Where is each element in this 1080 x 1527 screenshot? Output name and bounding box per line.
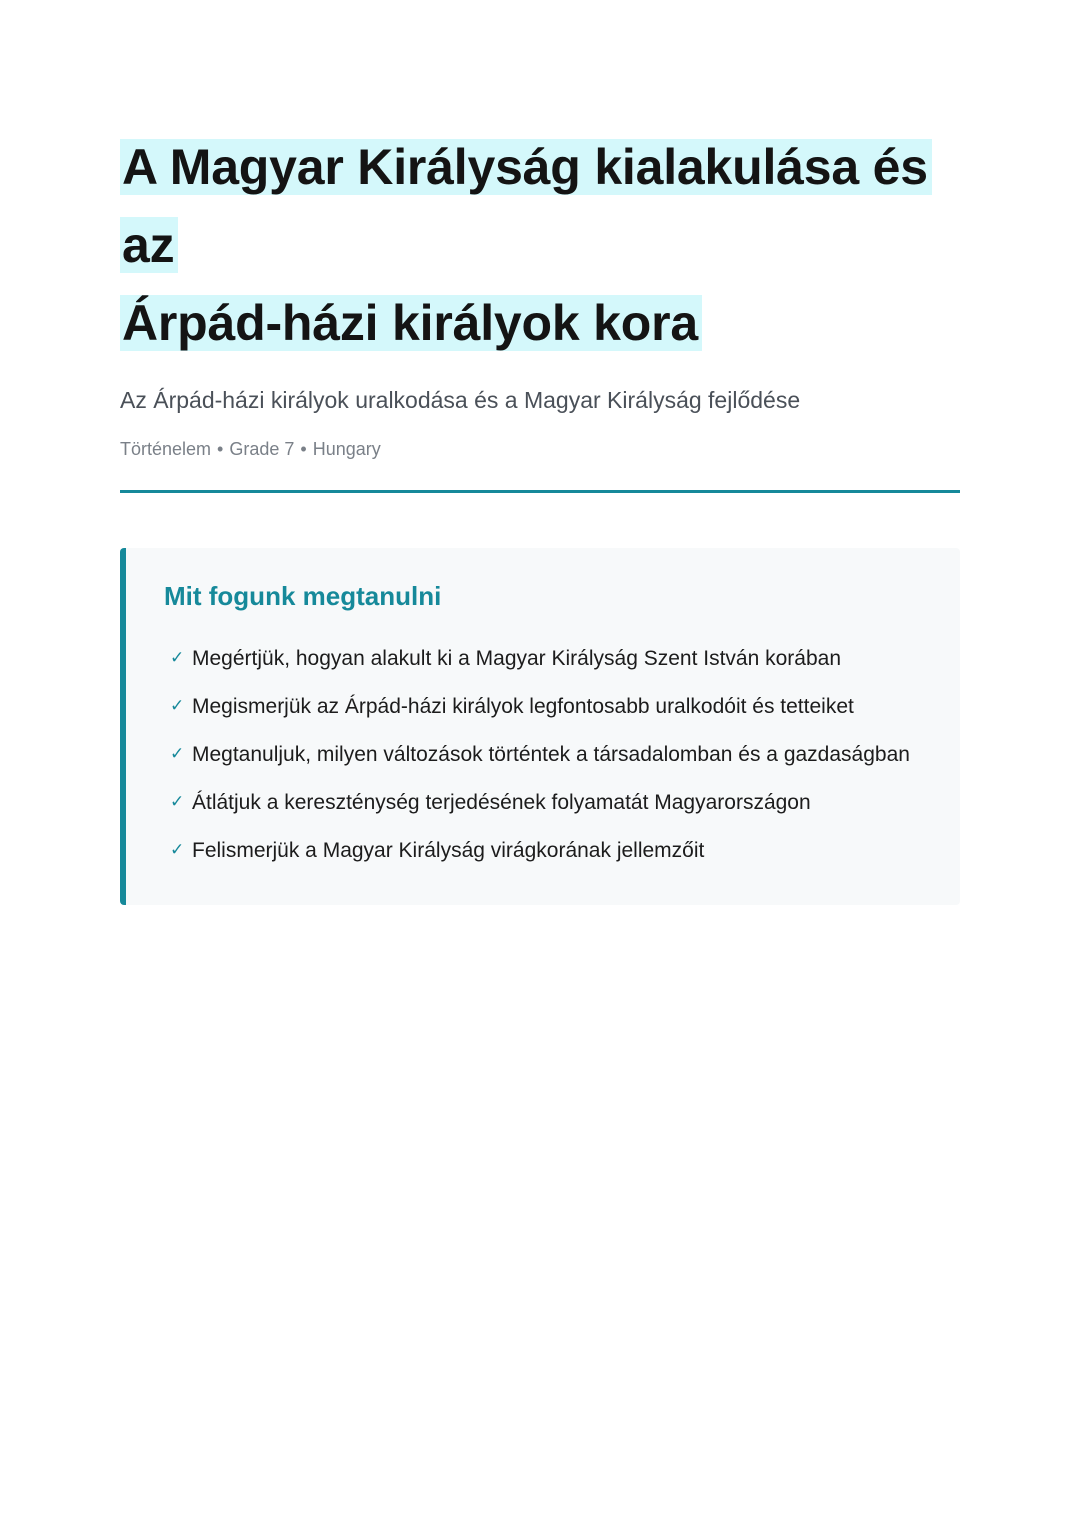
title-line-2: Árpád-házi királyok kora [120, 295, 702, 351]
list-item [170, 832, 920, 869]
section-divider [120, 490, 960, 493]
check-icon: ✓ [170, 840, 185, 860]
page-title [120, 128, 960, 362]
meta-country: Hungary [312, 439, 381, 459]
document-page [120, 128, 960, 905]
objective-text: Megtanuljuk, milyen változások történtek a társadalomban és a gazdaságban [192, 743, 910, 766]
meta-separator: • [300, 439, 307, 459]
check-icon: ✓ [170, 744, 185, 764]
objective-list [158, 640, 920, 869]
list-item [170, 736, 920, 773]
objective-text: Átlátjuk a kereszténység terjedésének folyamatát Magyarországon [192, 791, 811, 814]
meta-line [120, 436, 960, 462]
check-icon: ✓ [170, 696, 185, 716]
list-item [170, 640, 920, 677]
meta-separator: • [217, 439, 224, 459]
check-icon: ✓ [170, 648, 185, 668]
title-line-1: A Magyar Királyság kialakulása és az [120, 139, 932, 273]
list-item [170, 688, 920, 725]
objective-text: Megértjük, hogyan alakult ki a Magyar Királyság Szent István korában [192, 647, 842, 670]
check-icon: ✓ [170, 792, 185, 812]
list-item [170, 784, 920, 821]
objective-text: Felismerjük a Magyar Királyság virágkorának jellemzőit [192, 839, 705, 862]
page-subtitle: Az Árpád-házi királyok uralkodása és a Magyar Királyság fejlődése [120, 387, 801, 413]
objectives-heading: Mit fogunk megtanulni [164, 581, 442, 611]
meta-subject: Történelem [120, 439, 212, 459]
meta-grade: Grade 7 [229, 439, 295, 459]
learning-objectives-card [120, 548, 960, 905]
objective-text: Megismerjük az Árpád-házi királyok legfontosabb uralkodóit és tetteiket [192, 695, 854, 718]
